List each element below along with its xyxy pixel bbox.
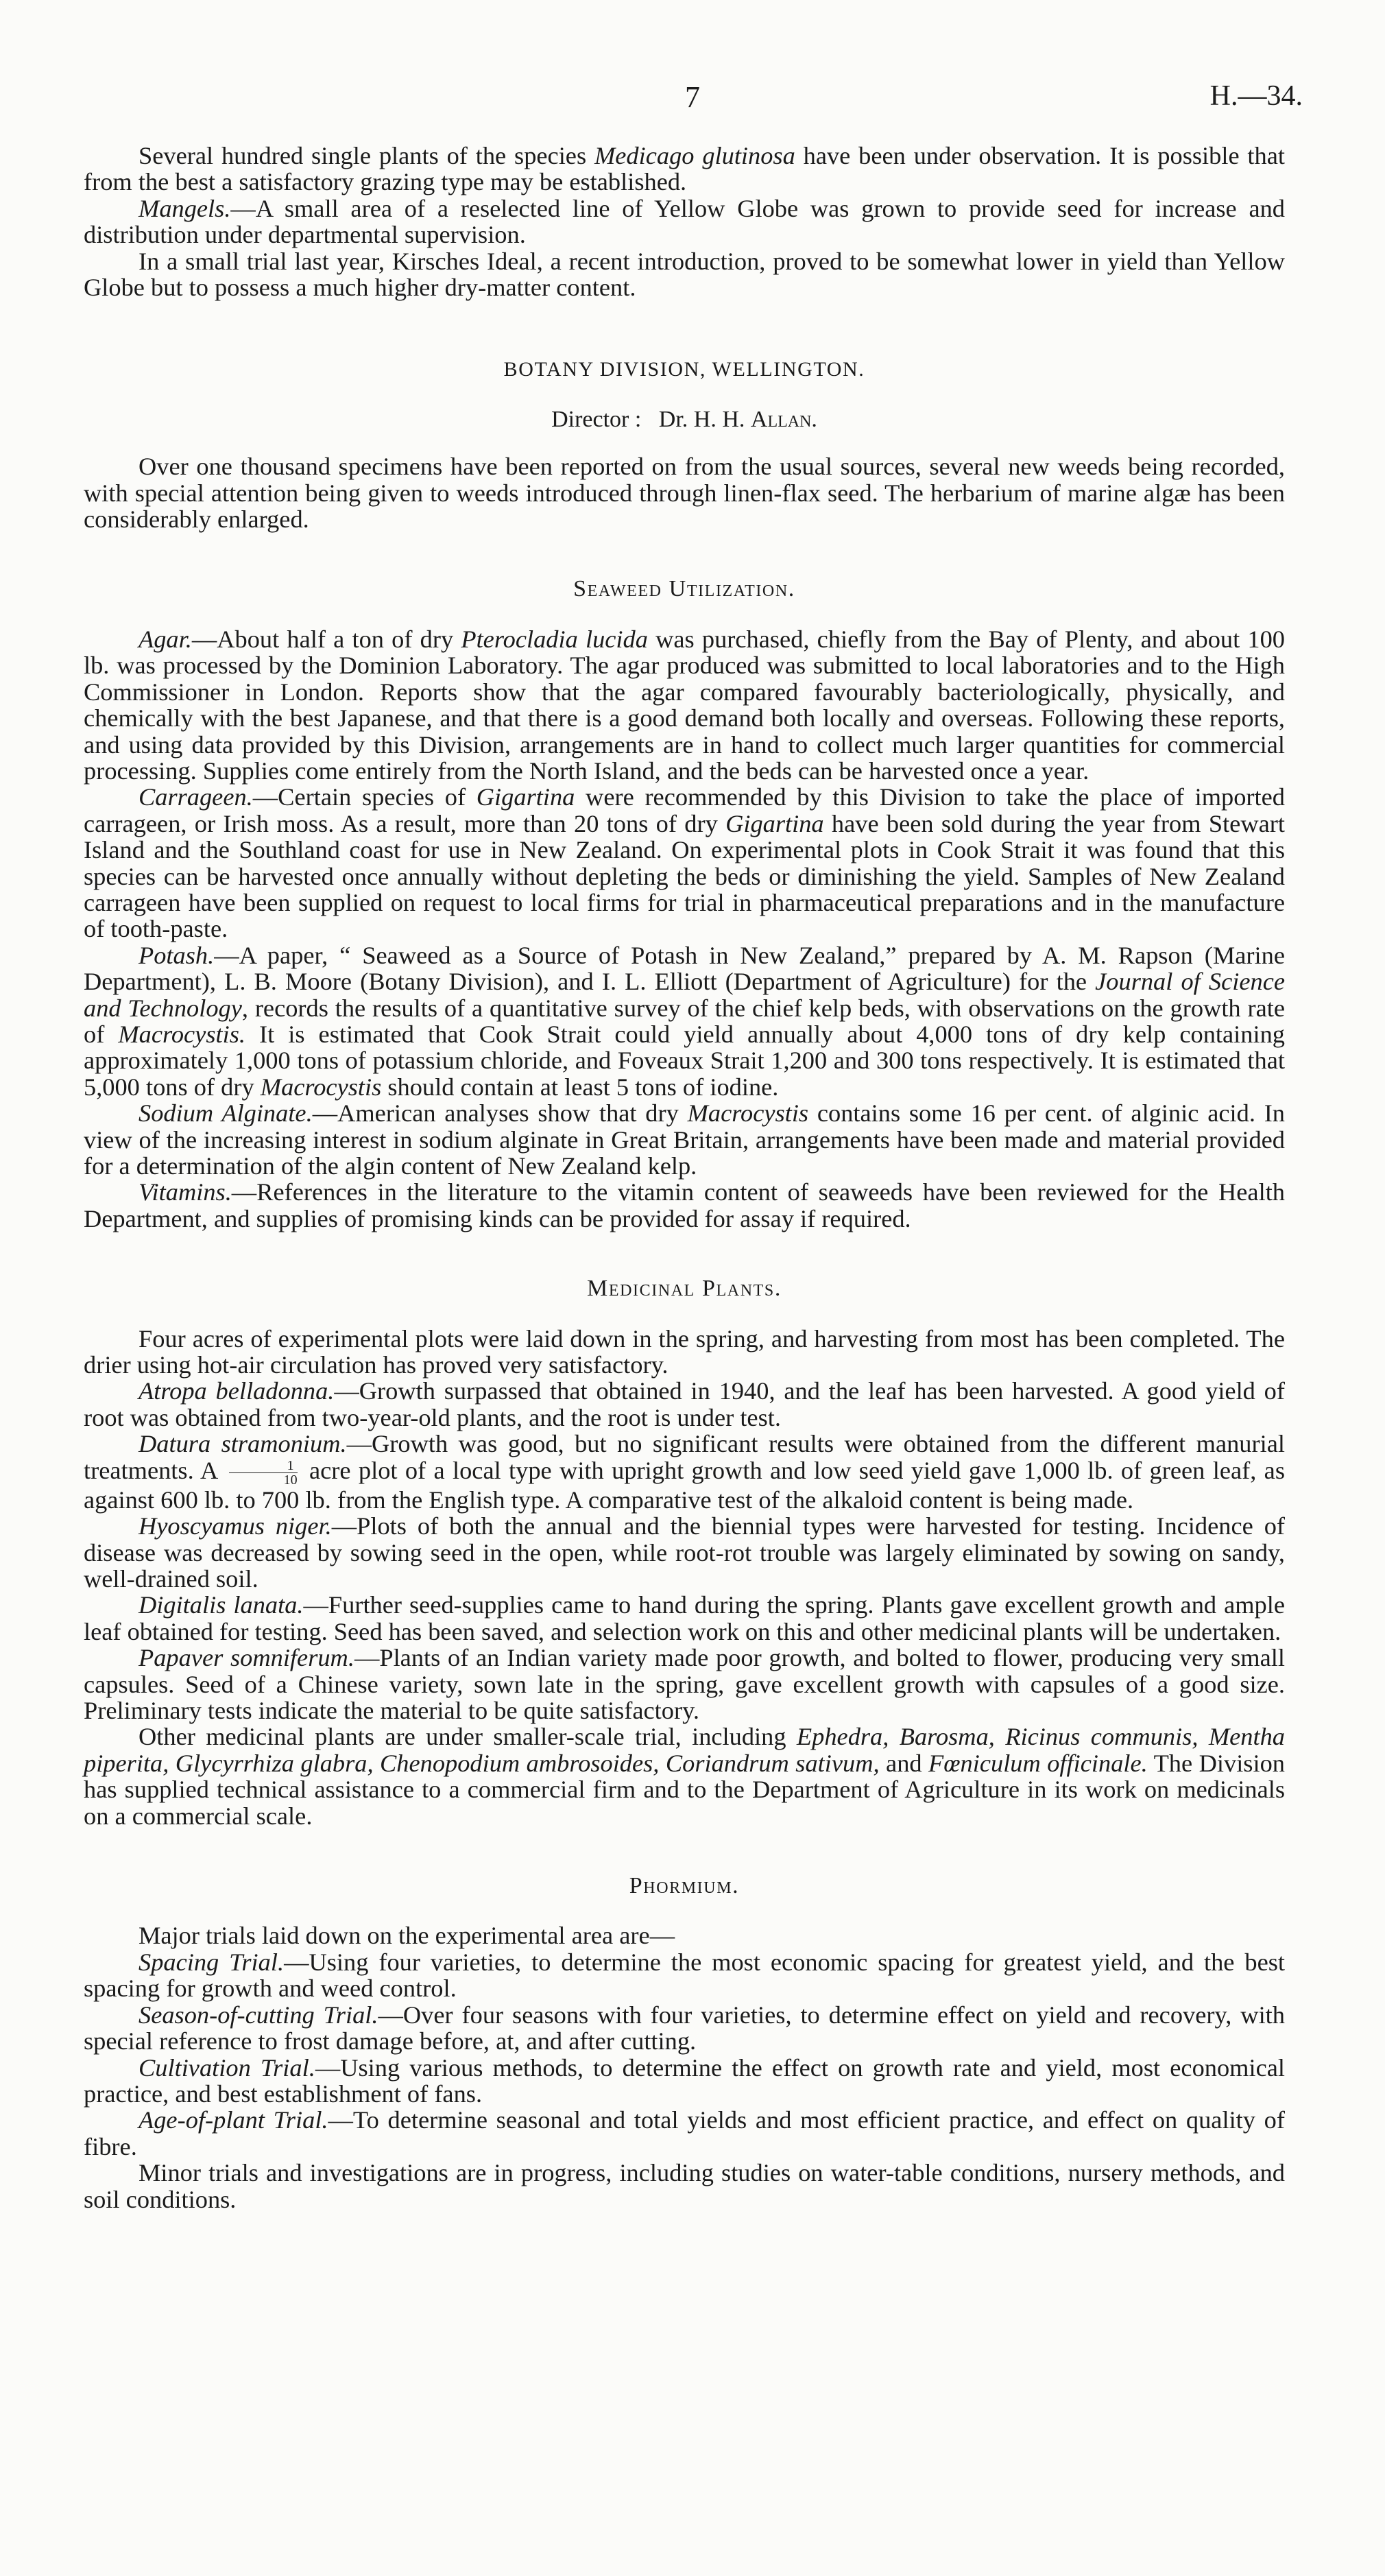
- paragraph-agar: Agar.—About half a ton of dry Pterocladia lucida was purchased, chiefly from the Bay of Plenty, and about 100 lb. was processed by the Dominion Laboratory. The agar produced was submitted to local laboratories and to the High Commissioner in London. Reports show that the agar compared favourably bacteriologically, physically, and chemically with the best Japanese, and that there is a good demand both locally and overseas. Following these reports, and using data provided by this Division, arrangements are in hand to collect much larger quantities for commercial processing. Supplies come entirely from the North Island, and the beds can be harvested once a year.: [84, 625, 1285, 785]
- paragraph-age-trial: Age-of-plant Trial.—To determine seasonal and total yields and most efficient practice, and effect on quality of fibre.: [84, 2106, 1285, 2160]
- paragraph-major-trials: Major trials laid down on the experimental area are—: [138, 1922, 675, 1950]
- paragraph-mangels: Mangels.—A small area of a reselected line of Yellow Globe was grown to provide seed for increase and distribution under departmental supervision.: [84, 194, 1285, 249]
- document-reference: H.—34.: [1209, 80, 1303, 112]
- paragraph-hyoscyamus: Hyoscyamus niger.—Plots of both the annual and the biennial types were harvested for testing. Incidence of disease was decreased by sowing seed in the open, while root-rot trouble was largely eliminated by sowing on sandy, well-drained soil.: [84, 1512, 1286, 1593]
- paragraph-experimental-plots: Four acres of experimental plots were laid down in the spring, and harvesting from most has been completed. The drier using hot-air circulation has proved very satisfactory.: [84, 1324, 1285, 1379]
- paragraph-specimens: Over one thousand specimens have been reported on from the usual sources, several new weeds being recorded, with special attention being given to weeds introduced through linen-flax seed. The herbarium of marine algæ has been considerably enlarged.: [84, 453, 1285, 534]
- section-heading-phormium: Phormium.: [629, 1873, 740, 1899]
- paragraph-atropa: Atropa belladonna.—Growth surpassed that obtained in 1940, and the leaf has been harvested. A good yield of root was obtained from two-year-old plants, and the root is under test.: [84, 1377, 1286, 1431]
- paragraph-vitamins: Vitamins.—References in the literature to the vitamin content of seaweeds have been reviewed for the Health Department, and supplies of promising kinds can be provided for assay if required.: [84, 1178, 1285, 1232]
- paragraph-digitalis: Digitalis lanata.—Further seed-supplies came to hand during the spring. Plants gave excellent growth and ample leaf obtained for testing. Seed has been saved, and selection work on this and other medicinal plants will be undertaken.: [84, 1591, 1285, 1645]
- fraction-one-tenth: $\frac{1}{10}$: [229, 1459, 298, 1487]
- paragraph-season-trial: Season-of-cutting Trial.—Over four seasons with four varieties, to determine effect on yield and recovery, with special reference to frost damage before, at, and after cutting.: [84, 2001, 1285, 2055]
- paragraph-minor-trials: Minor trials and investigations are in progress, including studies on water-table conditions, nursery methods, and soil conditions.: [84, 2159, 1285, 2213]
- paragraph-kirsches-ideal: In a small trial last year, Kirsches Ideal, a recent introduction, proved to be somewhat lower in yield than Yellow Globe but to possess a much higher dry-matter content.: [84, 247, 1285, 302]
- body-text: [84, 143, 1285, 2213]
- page-number: 7: [685, 80, 700, 114]
- section-heading-botany: BOTANY DIVISION, WELLINGTON.: [503, 358, 865, 381]
- paragraph-cultivation-trial: Cultivation Trial.—Using various methods, to determine the effect on growth rate and yield, most economical practice, and best establishment of fans.: [84, 2053, 1286, 2108]
- paragraph-datura: Datura stramonium.—Growth was good, but no significant results were obtained from the different manurial treatments. A $\frac{1}{10}$ acre plot of a local type with upright growth and low seed yield gave 1,000 lb. of green leaf, as against 600 lb. to 700 lb. from the English type. A comparative test of the alkaloid content is being made.: [84, 1430, 1286, 1514]
- paragraph-medicago: Several hundred single plants of the species Medicago glutinosa have been under observation. It is possible that from the best a satisfactory grazing type may be established.: [84, 142, 1285, 196]
- paragraph-spacing-trial: Spacing Trial.—Using four varieties, to determine the most economic spacing for greatest yield, and the best spacing for growth and weed control.: [84, 1948, 1286, 2003]
- section-heading-medicinal: Medicinal Plants.: [587, 1276, 782, 1302]
- page-header: [82, 74, 1303, 129]
- paragraph-papaver: Papaver somniferum.—Plants of an Indian variety made poor growth, and bolted to flower, producing very small capsules. Seed of a Chinese variety, sown late in the spring, gave excellent growth with capsules of a good size. Preliminary tests indicate the material to be quite satisfactory.: [84, 1644, 1285, 1725]
- paragraph-other-medicinals: Other medicinal plants are under smaller-scale trial, including Ephedra, Barosma, Ricinus communis, Mentha piperita, Glycyrrhiza glabra, Chenopodium ambrosoides, Coriandrum sativum, and Fœniculum officinale. The Division has supplied technical assistance to a commercial firm and to the Department of Agriculture in its work on medicinals on a commercial scale.: [84, 1723, 1285, 1830]
- paragraph-carrageen: Carrageen.—Certain species of Gigartina were recommended by this Division to take the place of imported carrageen, or Irish moss. As a result, more than 20 tons of dry Gigartina have been sold during the year from Stewart Island and the Southland coast for use in New Zealand. On experimental plots in Cook Strait it was found that this species can be harvested once annually without depleting the beds or diminishing the yield. Samples of New Zealand carrageen have been supplied on request to local firms for trial in pharmaceutical preparations and in the manufacture of tooth-paste.: [84, 783, 1285, 943]
- director-line: Director : Dr. H. H. Allan.: [551, 406, 817, 432]
- paragraph-potash: Potash.—A paper, “ Seaweed as a Source of Potash in New Zealand,” prepared by A. M. Rapson (Marine Department), L. B. Moore (Botany Division), and I. L. Elliott (Department of Agriculture) for the Journal of Science and Technology, records the results of a quantitative survey of the chief kelp beds, with observations on the growth rate of Macrocystis. It is estimated that Cook Strait could yield annually about 4,000 tons of dry kelp containing approximately 1,000 tons of potassium chloride, and Foveaux Strait 1,200 and 300 tons respectively. It is estimated that 5,000 tons of dry Macrocystis should contain at least 5 tons of iodine.: [84, 941, 1286, 1101]
- section-heading-seaweed: Seaweed Utilization.: [573, 576, 795, 602]
- paragraph-sodium-alginate: Sodium Alginate.—American analyses show that dry Macrocystis contains some 16 per cent. of alginic acid. In view of the increasing interest in sodium alginate in Great Britain, arrangements have been made and material provided for a determination of the algin content of New Zealand kelp.: [84, 1099, 1286, 1180]
